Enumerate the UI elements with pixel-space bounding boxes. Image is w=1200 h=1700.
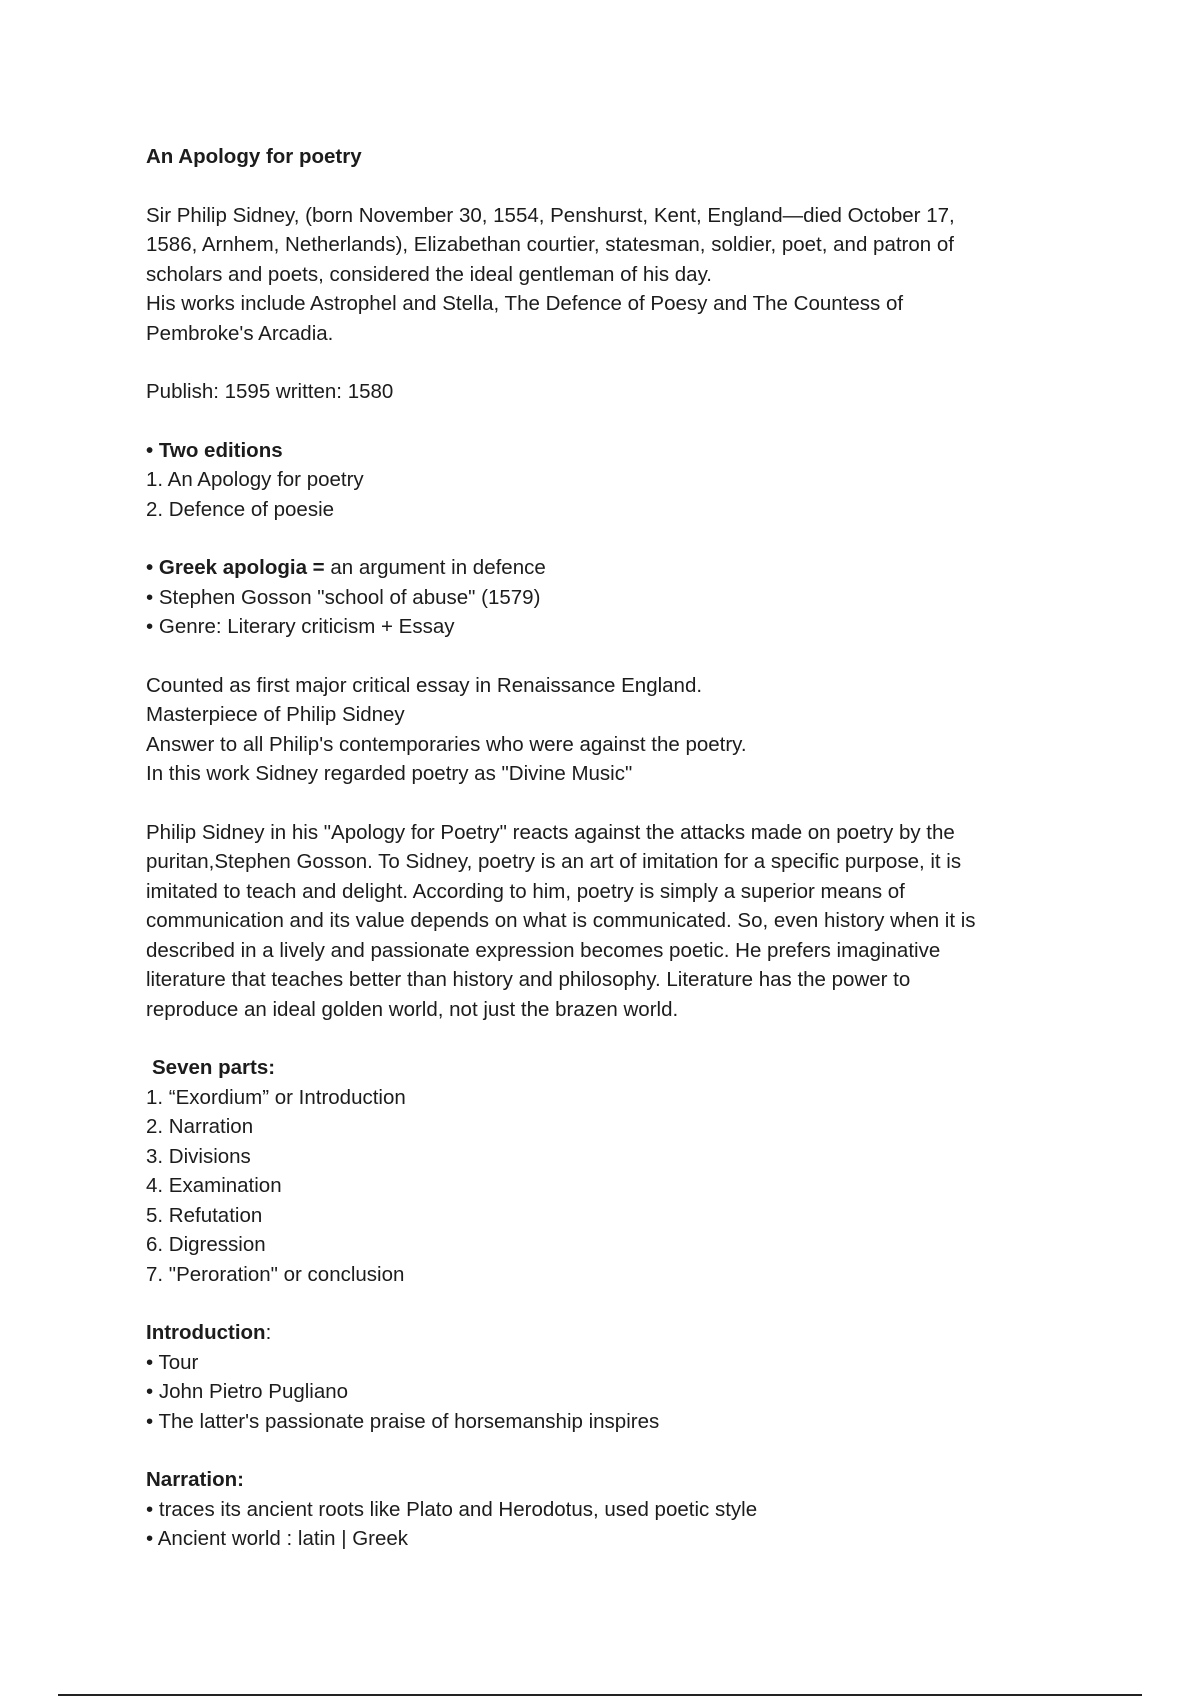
summary-line: In this work Sidney regarded poetry as "Divine Music" <box>146 762 633 785</box>
apologia-line <box>146 553 1076 583</box>
summary-line: Answer to all Philip's contemporaries who were against the poetry. <box>146 732 747 756</box>
facts-section <box>146 553 1076 642</box>
edition-item: 1. An Apology for poetry <box>146 468 364 491</box>
narration-item: • traces its ancient roots like Plato and Herodotus, used poetic style <box>146 1497 758 1521</box>
summary-line: Counted as first major critical essay in Renaissance England. <box>146 673 703 697</box>
footer-divider <box>58 1694 1142 1696</box>
narration-section <box>146 1465 1076 1554</box>
genre-line: • Genre: Literary criticism + Essay <box>146 615 455 638</box>
essay-line: described in a lively and passionate expression becomes poetic. He prefers imaginative <box>146 938 941 962</box>
part-item: 1. “Exordium” or Introduction <box>146 1085 406 1109</box>
introduction-heading: Introduction <box>146 1321 266 1344</box>
part-item: 3. Divisions <box>146 1144 251 1168</box>
narration-item: • Ancient world : latin | Greek <box>146 1527 409 1550</box>
introduction-colon: : <box>265 1321 272 1344</box>
bio-line: Pembroke's Arcadia. <box>146 321 334 345</box>
publish-info <box>146 377 1076 407</box>
document-title: An Apology for poetry <box>146 145 362 168</box>
introduction-item: • Tour <box>146 1350 199 1374</box>
essay-line: literature that teaches better than history and philosophy. Literature has the power to <box>146 968 911 991</box>
gosson-line: • Stephen Gosson "school of abuse" (1579) <box>146 585 541 609</box>
introduction-section <box>146 1318 1076 1436</box>
bio-paragraph <box>146 201 1076 349</box>
publish-line: Publish: 1595 written: 1580 <box>146 380 394 403</box>
narration-heading: Narration: <box>146 1468 244 1491</box>
editions-section <box>146 436 1076 525</box>
apologia-term: • Greek apologia = <box>146 556 325 579</box>
bio-line: 1586, Arnhem, Netherlands), Elizabethan courtier, statesman, soldier, poet, and patron of <box>146 233 954 256</box>
introduction-heading-line <box>146 1318 1076 1348</box>
part-item: 6. Digression <box>146 1233 266 1256</box>
essay-line: reproduce an ideal golden world, not just the brazen world. <box>146 997 679 1021</box>
essay-line: puritan,Stephen Gosson. To Sidney, poetry is an art of imitation for a specific purpose, it is <box>146 850 962 873</box>
document-page <box>146 142 1076 1583</box>
seven-parts-heading: Seven parts: <box>152 1056 276 1079</box>
bio-line: Sir Philip Sidney, (born November 30, 1554, Penshurst, Kent, England—died October 17, <box>146 203 955 227</box>
essay-paragraph <box>146 818 1076 1025</box>
introduction-item: • The latter's passionate praise of horsemanship inspires <box>146 1409 660 1433</box>
bio-line: scholars and poets, considered the ideal gentleman of his day. <box>146 262 713 286</box>
edition-item: 2. Defence of poesie <box>146 497 335 521</box>
part-item: 5. Refutation <box>146 1203 263 1227</box>
summary-line: Masterpiece of Philip Sidney <box>146 703 405 726</box>
essay-line: Philip Sidney in his "Apology for Poetry" reacts against the attacks made on poetry by the <box>146 820 955 844</box>
part-item: 2. Narration <box>146 1115 254 1138</box>
part-item: 4. Examination <box>146 1174 282 1197</box>
part-item: 7. "Peroration" or conclusion <box>146 1262 405 1286</box>
essay-line: communication and its value depends on what is communicated. So, even history when it is <box>146 909 976 932</box>
seven-parts-section <box>146 1053 1076 1289</box>
bio-line: His works include Astrophel and Stella, The Defence of Poesy and The Countess of <box>146 292 904 315</box>
introduction-item: • John Pietro Pugliano <box>146 1380 349 1403</box>
essay-line: imitated to teach and delight. According to him, poetry is simply a superior means of <box>146 879 905 903</box>
apologia-definition: an argument in defence <box>324 556 546 579</box>
summary-section <box>146 671 1076 789</box>
editions-heading: • Two editions <box>146 438 283 462</box>
